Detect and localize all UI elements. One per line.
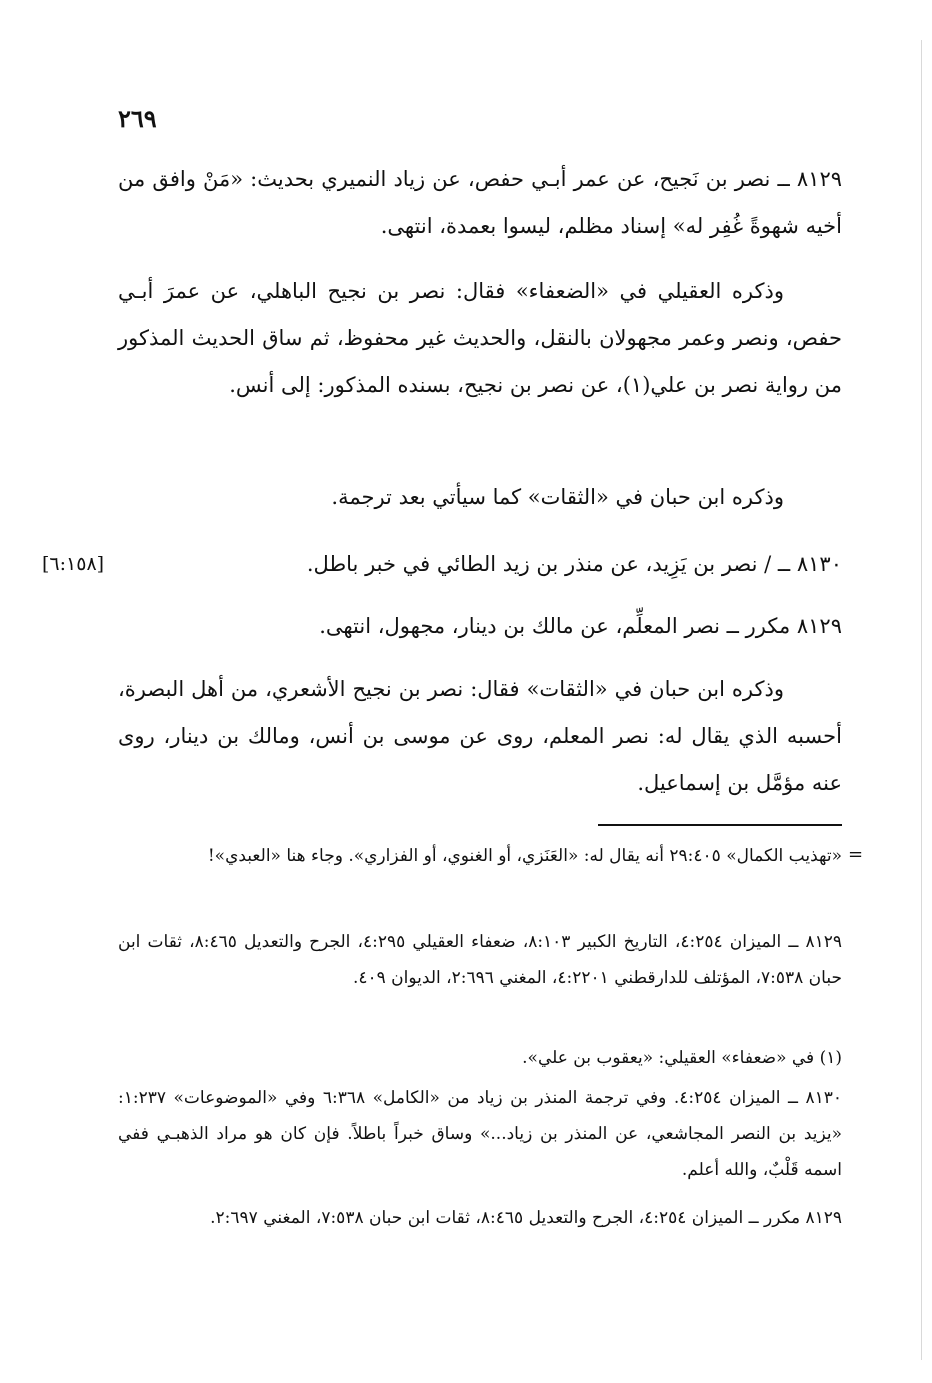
footnote-separator (598, 824, 842, 826)
footnote-1-text: (١) في «ضعفاء» العقيلي: «يعقوب بن علي». (522, 1048, 842, 1068)
manuscript-page-ref: [٦:١٥٨] (42, 553, 105, 575)
entry-8130-text: ٨١٣٠ ــ / نصر بن يَزِيد، عن منذر بن زيد الطائي في خبر باطل. (306, 552, 842, 576)
uqayli-paragraph (118, 268, 842, 409)
thiqat-paragraph-text: وذكره ابن حبان في «الثقات» فقال: نصر بن نجيح الأشعري، من أهل البصرة، أحسبه الذي يقال له: نصر المعلم، روى عن موسى بن أنس، ومالك بن دينار، روى عنه مؤمَّل بن إسماعيل. (118, 677, 842, 795)
entry-8130 (118, 541, 842, 588)
uqayli-paragraph-text: وذكره العقيلي في «الضعفاء» فقال: نصر بن نجيح الباهلي، عن عمرَ أبـي حفص، ونصر وعمر مجهولان بالنقل، والحديث غير محفوظ، ثم ساق الحديث المذكور من رواية نصر بن علي(١)، عن نصر بن نجيح، بسنده المذكور: إلى أنس. (118, 279, 842, 397)
ibn-hibban-note-text: وذكره ابن حبان في «الثقات» كما سيأتي بعد ترجمة. (331, 485, 784, 509)
footnote-1 (118, 1040, 842, 1076)
footnote-continuation-text: «تهذيب الكمال» ٢٩:٤٠٥ أنه يقال له: «العَنَزي، أو الغنوي، أو الفزاري». وجاء هنا «العبدي»! (207, 846, 842, 866)
entry-8129-repeat-text: ٨١٢٩ مكرر ــ نصر المعلِّم، عن مالك بن دينار، مجهول، انتهى. (319, 614, 842, 638)
entry-8129-text: ٨١٢٩ ــ نصر بن نَجيح، عن عمر أبـي حفص، عن زياد النميري بحديث: «مَنْ وافق من أخيه شهوةً غُفِر له» إسناد مظلم، ليسوا بعمدة، انتهى. (118, 167, 843, 238)
thiqat-paragraph (118, 666, 842, 807)
footnote-8129-text: ٨١٢٩ ــ الميزان ٤:٢٥٤، التاريخ الكبير ٨:١٠٣، ضعفاء العقيلي ٤:٢٩٥، الجرح والتعديل ٨:٤٦٥، ثقات ابن حبان ٧:٥٣٨، المؤتلف للدارقطني ٤:٢٢٠١، المغني ٢:٦٩٦، الديوان ٤٠٩. (118, 932, 842, 988)
footnote-8129 (118, 924, 842, 996)
entry-8129 (118, 156, 842, 250)
entry-8129-repeat (118, 603, 842, 650)
footnote-8130-text: ٨١٣٠ ــ الميزان ٤:٢٥٤. وفي ترجمة المنذر بن زياد من «الكامل» ٦:٣٦٨ وفي «الموضوعات» ١:٢٣٧: «يزيد بن النصر المجاشعي، عن المنذر بن زياد...» وساق خبراً باطلاً. فإن كان هو مراد الذهبـي ففي اسمه قَلْبٌ، والله أعلم. (118, 1088, 843, 1180)
footnote-8129-repeat-text: ٨١٢٩ مكرر ــ الميزان ٤:٢٥٤، الجرح والتعديل ٨:٤٦٥، ثقات ابن حبان ٧:٥٣٨، المغني ٢:٦٩٧. (210, 1208, 842, 1228)
footnote-8130 (118, 1080, 842, 1188)
continuation-mark: = (848, 844, 864, 865)
ibn-hibban-note (118, 474, 842, 521)
page-number: ٢٦٩ (118, 104, 157, 133)
footnote-continuation (118, 838, 842, 874)
page-edge-line (921, 40, 922, 1360)
footnote-8129-repeat (118, 1200, 842, 1236)
